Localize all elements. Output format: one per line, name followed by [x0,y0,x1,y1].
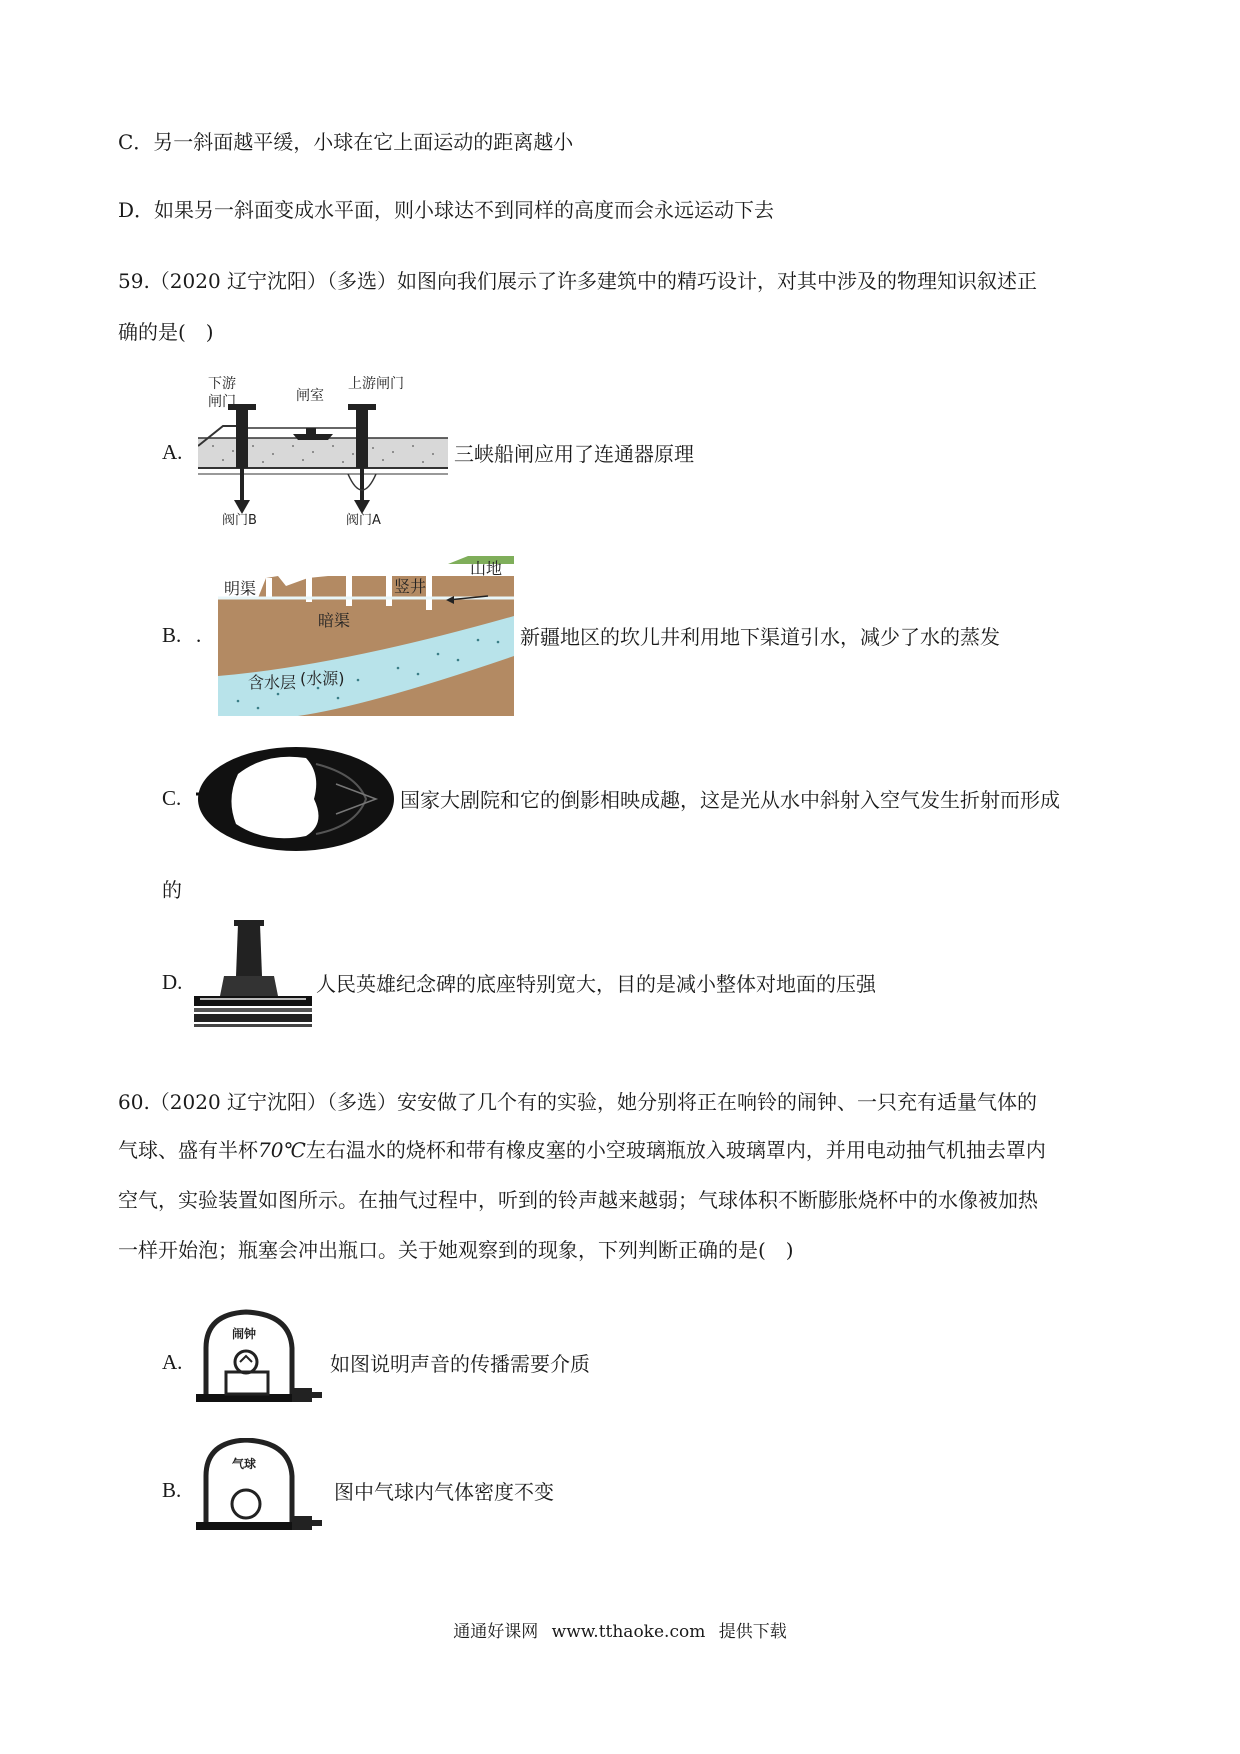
fig-label-mountain: 山地 [470,559,503,578]
q59-option-c-label: C. [162,786,182,810]
footer-note: 提供下载 [718,1622,787,1642]
fig-label-underground-channel: 暗渠 [318,611,351,630]
fig-label-shaft: 竖井 [394,577,427,596]
page-footer [0,1617,1240,1642]
q60-stem-line3: 空气，实验装置如图所示。在抽气过程中，听到的铃声越来越弱；气球体积不断膨胀烧杯中的水像被加热 [118,1188,1038,1212]
q59-option-b-label: B. [162,623,182,647]
monument-figure [194,916,312,1034]
fig-label-gate: 闸门 [208,394,236,410]
fig-label-upstream-gate: 上游闸门 [348,376,404,392]
q60-stem-line4: 一样开始泡；瓶塞会冲出瓶口。关于她观察到的现象，下列判断正确的是( ) [118,1238,794,1262]
q59-option-a-label: A. [162,440,183,464]
footer-site: 通通好课网 [453,1622,539,1642]
ship-lock-figure [198,376,448,526]
q59-option-d-text: 人民英雄纪念碑的底座特别宽大，目的是减小整体对地面的压强 [316,972,876,996]
q59-option-d-label: D. [162,970,183,994]
karez-figure [218,556,514,716]
fig-label-valve-a: 阀门A [346,513,381,526]
fig-label-downstream: 下游 [208,376,236,392]
q59-option-b-text: 新疆地区的坎儿井利用地下渠道引水，减少了水的蒸发 [520,625,1000,649]
q60-stem-line1: 60.（2020 辽宁沈阳）（多选）安安做了几个有的实验，她分别将正在响铃的闹钟、一只充有适量气体的 [118,1090,1038,1114]
q60-option-a-text: 如图说明声音的传播需要介质 [330,1352,590,1376]
q60-option-a-label: A. [162,1350,183,1374]
national-theater-figure [196,744,396,854]
fig-label-open-channel: 明渠 [224,579,257,598]
fig-label-valve-b: 阀门B [222,513,257,526]
prev-option-d: D．如果另一斜面变成水平面，则小球达不到同样的高度而会永远运动下去 [118,198,775,222]
fig-label-aquifer: 含水层 [248,673,297,692]
q59-option-a-text: 三峡船闸应用了连通器原理 [454,442,694,466]
q60-stem-line2 [118,1136,1046,1164]
bell-jar-balloon-figure [196,1438,324,1534]
fig-label-alarm-clock: 闹钟 [232,1327,257,1341]
fig-label-chamber: 闸室 [296,388,324,404]
q59-stem-line1: 59.（2020 辽宁沈阳）（多选）如图向我们展示了许多建筑中的精巧设计，对其中涉及的物理知识叙述正 [118,269,1038,293]
prev-option-c: C．另一斜面越平缓，小球在它上面运动的距离越小 [118,130,574,154]
bell-jar-alarm-figure [196,1308,324,1408]
q59-stem-line2: 确的是( ) [118,320,214,344]
q59-option-c-text: 国家大剧院和它的倒影相映成趣，这是光从水中斜射入空气发生折射而形成 [400,788,1060,812]
footer-url[interactable]: www.tthaoke.com [551,1622,706,1642]
q59-option-c-text-cont: 的 [162,878,182,902]
q60-line2-part-b: 左右温水的烧杯和带有橡皮塞的小空玻璃瓶放入玻璃罩内，并用电动抽气机抽去罩内 [305,1138,1046,1162]
fig-label-balloon: 气球 [232,1457,257,1471]
q59-option-b-prefix: . [196,623,202,647]
q60-temperature: 70℃ [258,1138,306,1162]
q60-line2-part-a: 气球、盛有半杯 [118,1138,258,1162]
fig-label-water-source: (水源) [300,669,345,688]
q60-option-b-label: B. [162,1478,182,1502]
q60-option-b-text: 图中气球内气体密度不变 [334,1480,554,1504]
